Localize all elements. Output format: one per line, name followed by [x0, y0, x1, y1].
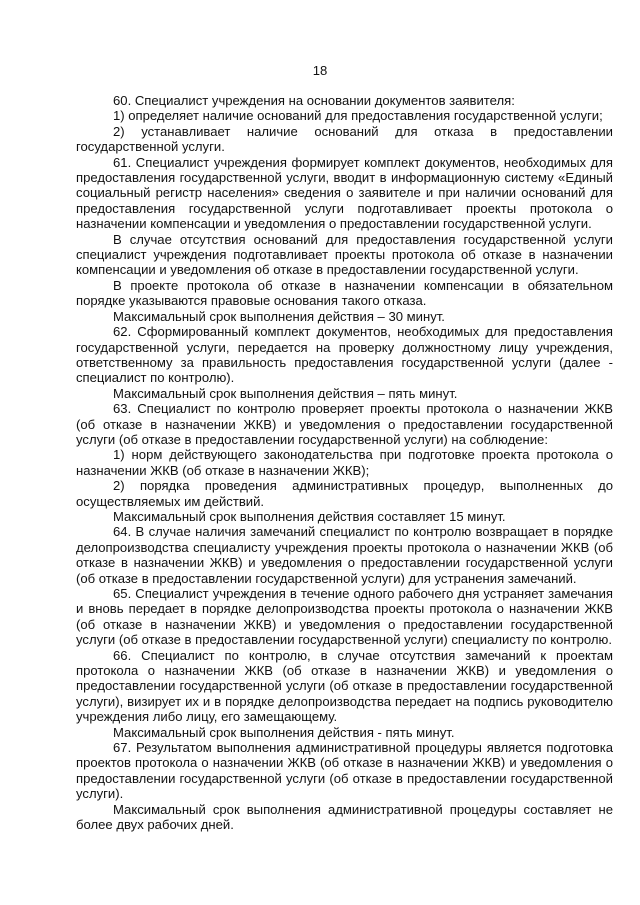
paragraph: 61. Специалист учреждения формирует комплект документов, необходимых для предоставления государственной услуги, вводит в информационную систему «Единый социальный регистр населения» сведения о заявителе и при наличии оснований для предоставления государственной услуги подготавливает проекты протокола о назначении компенсации и уведомления о предоставлении государственной услуги. — [76, 154, 613, 232]
paragraph: Максимальный срок выполнения действия – пять минут. — [113, 385, 458, 401]
paragraph: Максимальный срок выполнения действия - пять минут. — [113, 724, 455, 740]
paragraph: В случае отсутствия оснований для предоставления государственной услуги специалист учреждения подготавливает проекты протокола об отказе в назначении компенсации и уведомления об отказе в предоставлении государственной услуги. — [76, 231, 613, 278]
paragraph: 62. Сформированный комплект документов, необходимых для предоставления государственной услуги, передается на проверку должностному лицу учреждения, ответственному за правильность предоставления государственной услуги (далее - специалист по контролю). — [76, 324, 613, 386]
paragraph: 64. В случае наличия замечаний специалист по контролю возвращает в порядке делопроизводства специалисту учреждения проекты протокола о назначении ЖКВ (об отказе в назначении ЖКВ) и уведомления о предоставлении государственной услуги (об отказе в предоставлении государственной услуги) для устранения замечаний. — [76, 524, 613, 586]
paragraph: 60. Специалист учреждения на основании документов заявителя: — [113, 93, 515, 108]
paragraph: 63. Специалист по контролю проверяет проекты протокола о назначении ЖКВ (об отказе в назначении ЖКВ) и уведомления о предоставлении государственной услуги (об отказе в предоставлении государственной услуги) на соблюдение: — [76, 401, 613, 447]
paragraph: 67. Результатом выполнения административной процедуры является подготовка проектов протокола о назначении ЖКВ (об отказе в назначении ЖКВ) и уведомления о предоставлении государственной услуги (об отказе в предоставлении государственной услуги). — [76, 740, 613, 802]
paragraph: 66. Специалист по контролю, в случае отсутствия замечаний к проектам протокола о назначении ЖКВ (об отказе в назначении ЖКВ) и уведомления о предоставлении государственной услуги (об отказе в предоставлении государственной услуги), визирует их и в порядке делопроизводства передает на подпись руководителю учреждения либо лицу, его замещающему. — [76, 647, 613, 725]
paragraph: В проекте протокола об отказе в назначении компенсации в обязательном порядке указываются правовые основания такого отказа. — [76, 277, 613, 309]
paragraph: Максимальный срок выполнения административной процедуры составляет не более двух рабочих дней. — [76, 801, 613, 833]
paragraph: 1) норм действующего законодательства при подготовке проекта протокола о назначении ЖКВ (об отказе в назначении ЖКВ); — [76, 447, 613, 478]
document-body — [76, 93, 613, 833]
paragraph: 65. Специалист учреждения в течение одного рабочего дня устраняет замечания и вновь передает в порядке делопроизводства проекты протокола о назначении ЖКВ (об отказе в назначении ЖКВ) и уведомления о предоставлении государственной услуги (об отказе в предоставлении государственной услуги) специалисту по контролю. — [76, 586, 613, 648]
paragraph: Максимальный срок выполнения действия – 30 минут. — [113, 308, 445, 324]
paragraph: 2) порядка проведения административных процедур, выполненных до осуществляемых им действий. — [76, 478, 613, 509]
paragraph: Максимальный срок выполнения действия составляет 15 минут. — [113, 508, 506, 524]
paragraph: 1) определяет наличие оснований для предоставления государственной услуги; — [113, 108, 603, 124]
page-number: 18 — [312, 63, 328, 78]
paragraph: 2) устанавливает наличие оснований для отказа в предоставлении государственной услуги. — [76, 123, 613, 155]
